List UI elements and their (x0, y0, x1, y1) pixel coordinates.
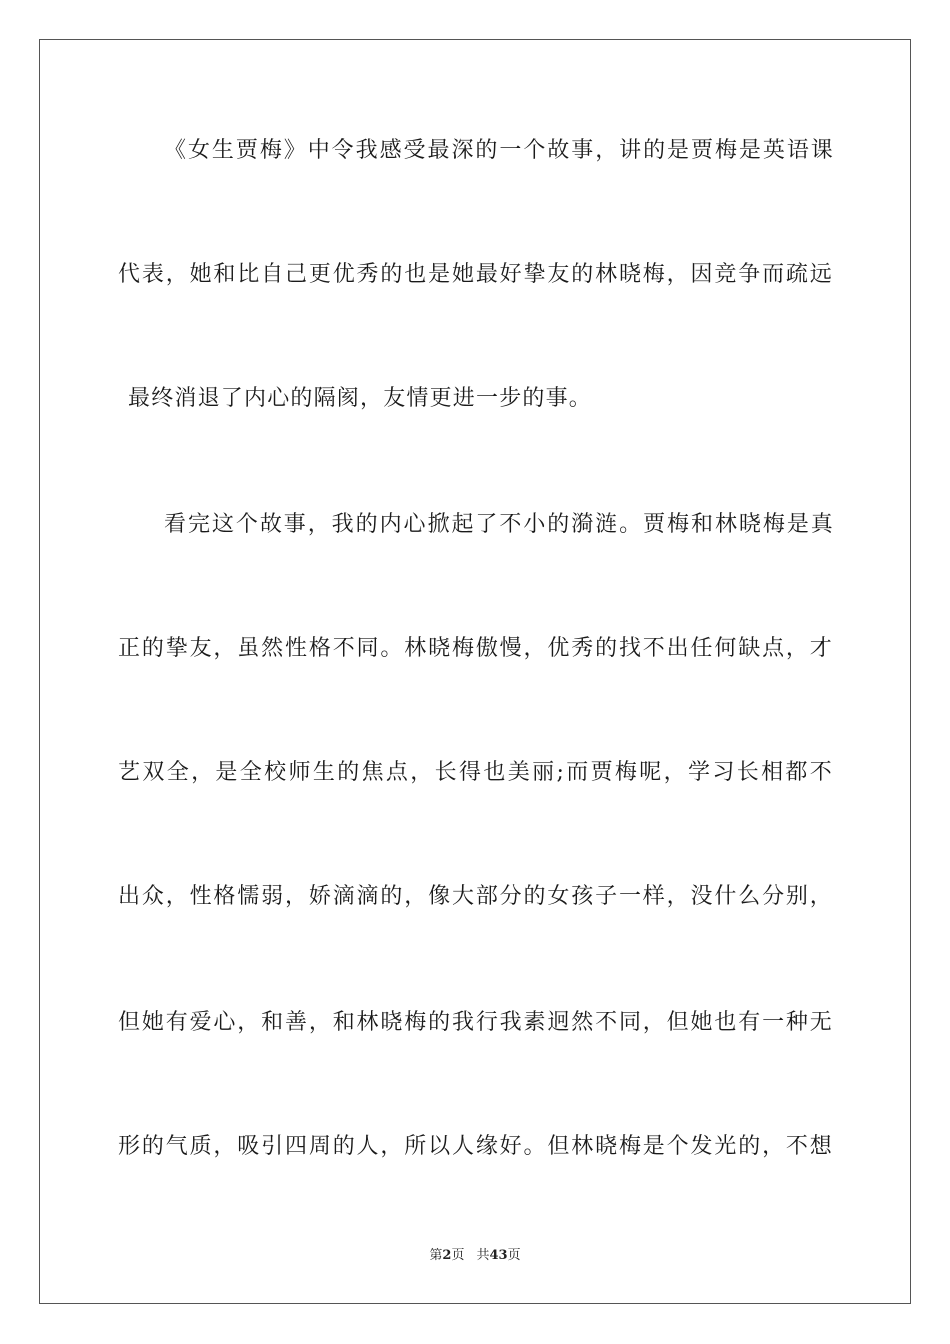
text-line: 代表，她和比自己更优秀的也是她最好挚友的林晓梅，因竞争而疏远 (118, 262, 833, 287)
total-suffix: 页 (507, 1248, 521, 1263)
total-pages: 43 (489, 1248, 508, 1263)
page-number: 2 (442, 1248, 452, 1263)
text-line: 正的挚友，虽然性格不同。林晓梅傲慢，优秀的找不出任何缺点，才 (118, 636, 833, 661)
total-prefix: 共 (476, 1248, 490, 1263)
text-line: 艺双全，是全校师生的焦点，长得也美丽;而贾梅呢，学习长相都不 (118, 760, 833, 785)
text-line: 看完这个故事，我的内心掀起了不小的漪涟。贾梅和林晓梅是真 (164, 512, 834, 537)
text-line: 出众，性格懦弱，娇滴滴的，像大部分的女孩子一样，没什么分别， (118, 884, 833, 909)
page-footer (0, 1248, 950, 1264)
text-line: 《女生贾梅》中令我感受最深的一个故事，讲的是贾梅是英语课 (164, 138, 834, 163)
page-suffix: 页 (451, 1248, 465, 1263)
page-prefix: 第 (429, 1248, 443, 1263)
page-border (39, 39, 911, 1304)
text-line: 形的气质，吸引四周的人，所以人缘好。但林晓梅是个发光的，不想 (118, 1134, 833, 1159)
text-line: 但她有爱心，和善，和林晓梅的我行我素迥然不同，但她也有一种无 (118, 1010, 833, 1035)
text-line: 最终消退了内心的隔阂，友情更进一步的事。 (128, 386, 593, 411)
